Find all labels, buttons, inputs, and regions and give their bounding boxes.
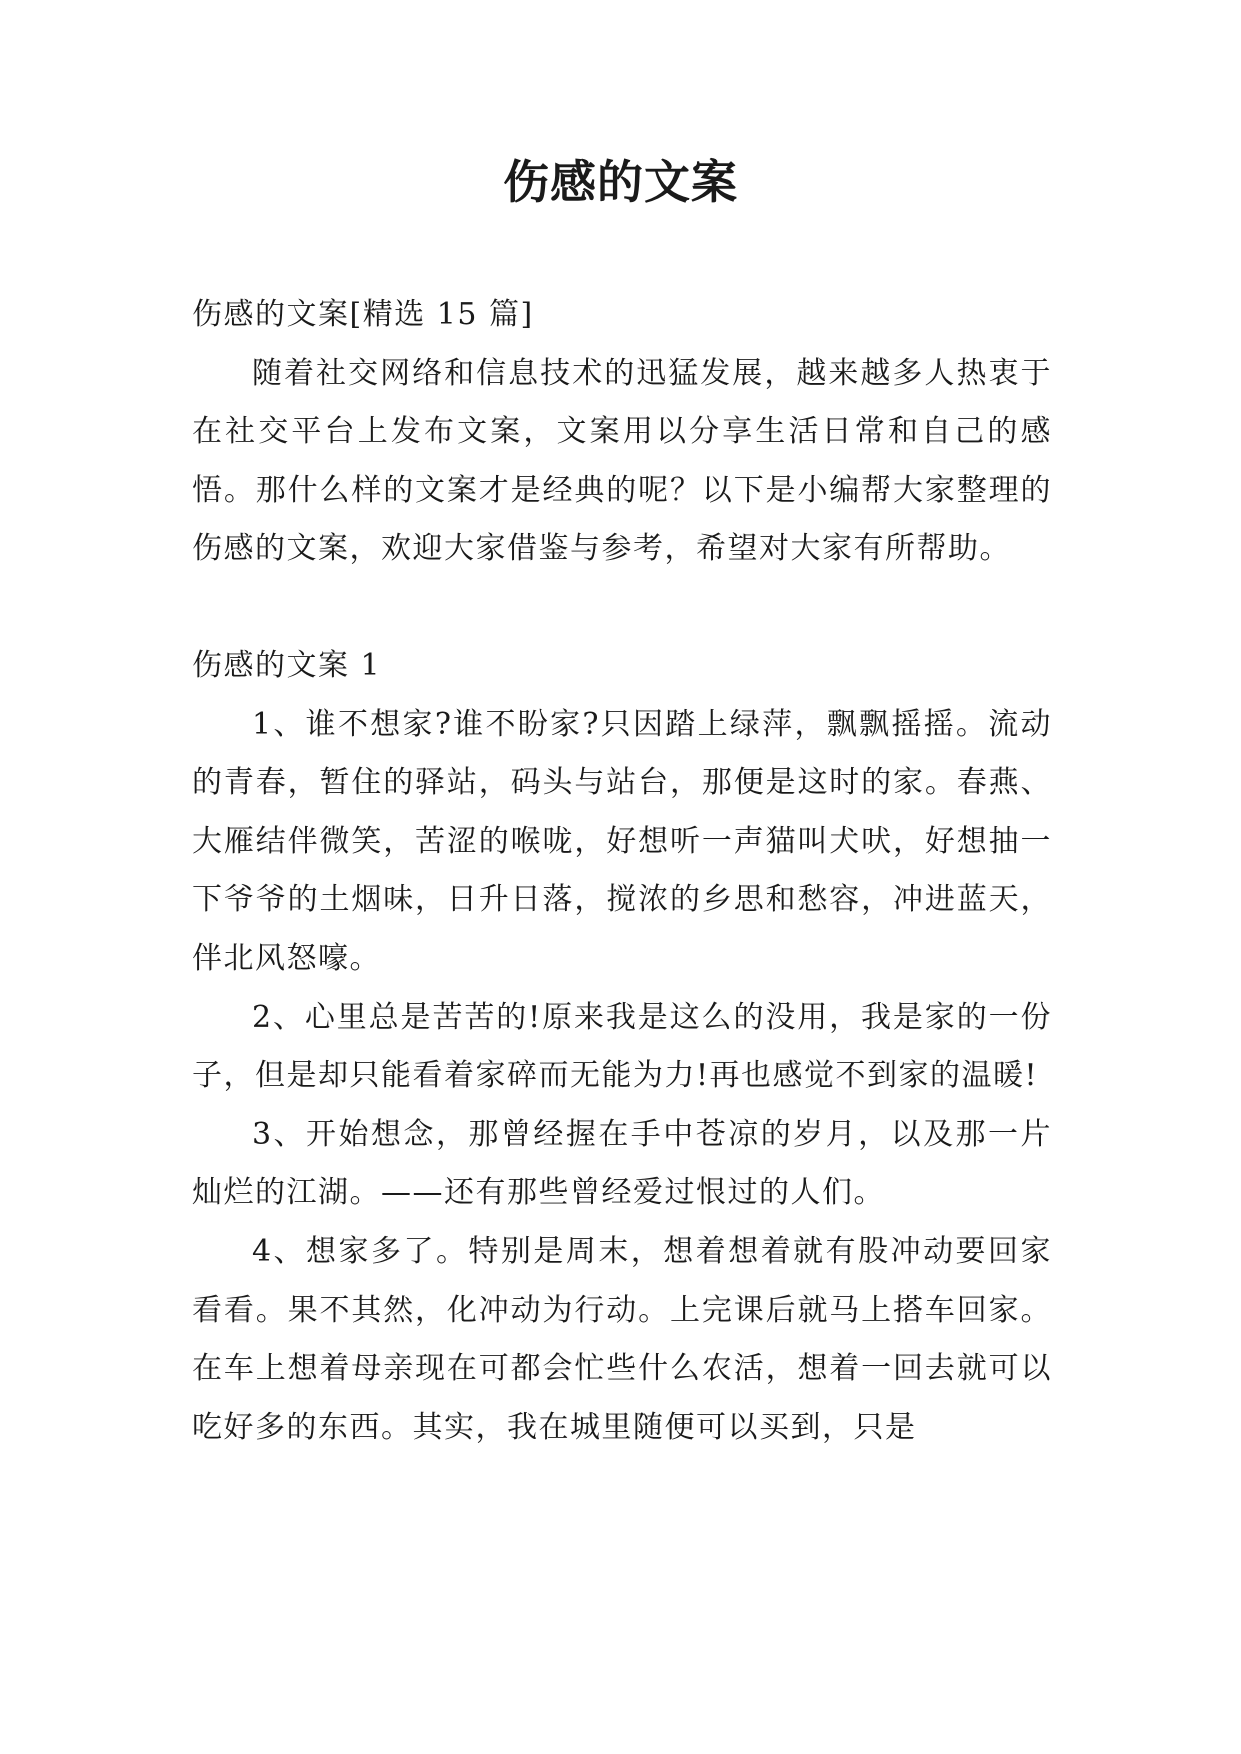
section-heading: 伤感的文案 1 — [192, 647, 382, 683]
document-title: 伤感的文案 — [503, 155, 738, 209]
item-paragraph: 2、心里总是苦苦的!原来我是这么的没用，我是家的一份子，但是却只能看着家碎而无能为力!再也感觉不到家的温暖! — [192, 999, 1052, 1094]
spacer — [192, 579, 1052, 637]
item-paragraph: 4、想家多了。特别是周末，想着想着就有股冲动要回家看看。果不其然，化冲动为行动。上完课后就马上搭车回家。在车上想着母亲现在可都会忙些什么农活，想着一回去就可以吃好多的东西。其实，我在城里随便可以买到，只是 — [192, 1233, 1052, 1445]
document-subtitle: 伤感的文案[精选 15 篇] — [192, 297, 534, 332]
item-paragraph: 1、谁不想家?谁不盼家?只因踏上绿萍，飘飘摇摇。流动的青春，暂住的驿站，码头与站台，那便是这时的家。春燕、大雁结伴微笑，苦涩的喉咙，好想听一声猫叫犬吠，好想抽一下爷爷的土烟味，日升日落，搅浓的乡思和愁容，冲进蓝天，伴北风怒嚎。 — [192, 706, 1052, 976]
document-body — [192, 286, 1052, 1457]
intro-paragraph: 随着社交网络和信息技术的迅猛发展，越来越多人热衷于在社交平台上发布文案，文案用以分享生活日常和自己的感悟。那什么样的文案才是经典的呢？以下是小编帮大家整理的伤感的文案，欢迎大家借鉴与参考，希望对大家有所帮助。 — [192, 355, 1052, 567]
item-paragraph: 3、开始想念，那曾经握在手中苍凉的岁月，以及那一片灿烂的江湖。——还有那些曾经爱过恨过的人们。 — [192, 1116, 1052, 1211]
